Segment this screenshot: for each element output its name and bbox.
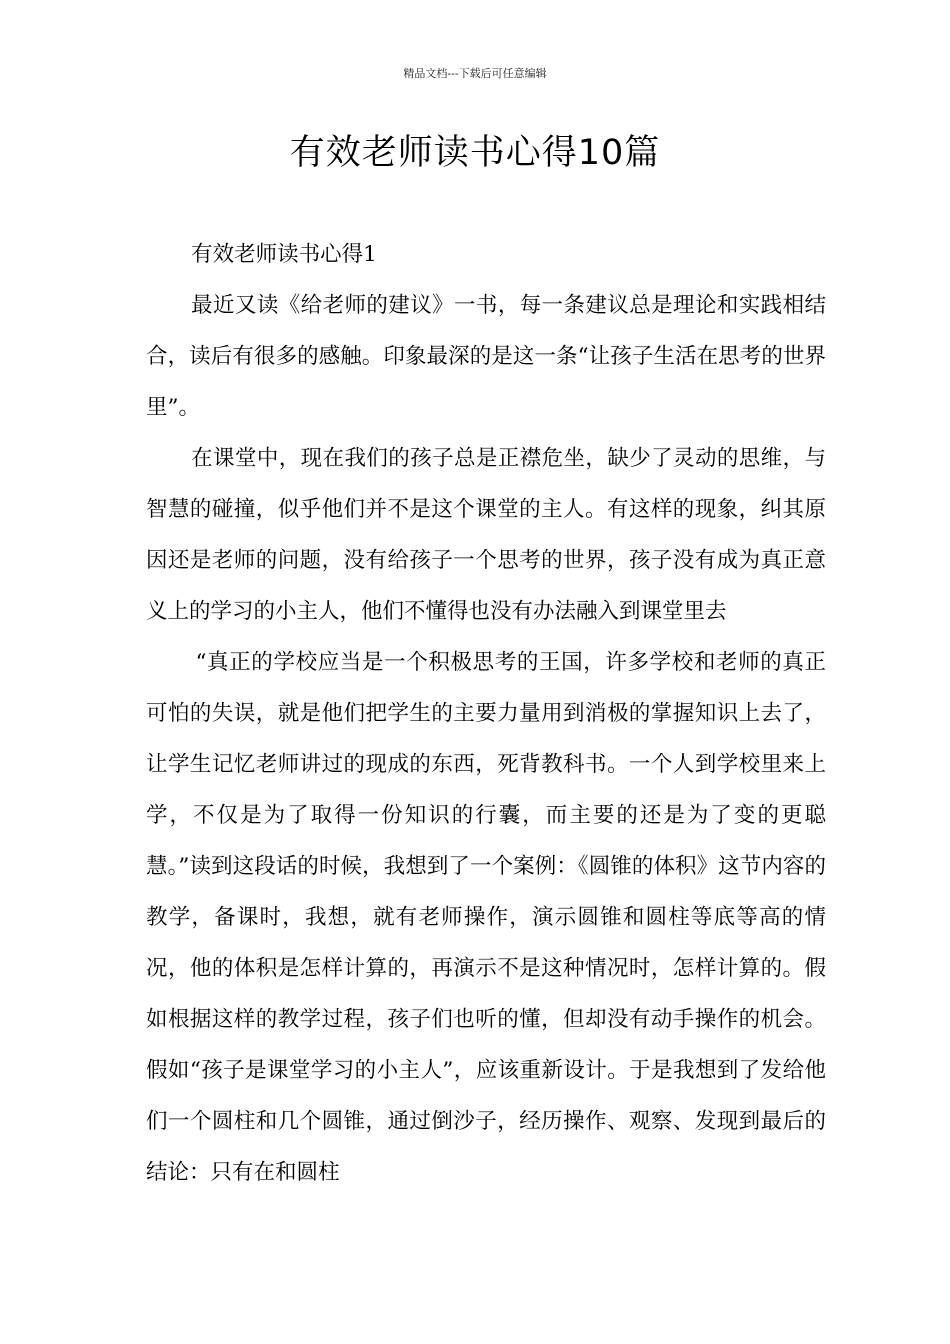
paragraph: 最近又读《给老师的建议》一书，每一条建议总是理论和实践相结合，读后有很多的感触。印象最深的是这一条“让孩子生活在思考的世界里”。 [146,293,826,420]
document-title: 有效老师读书心得10篇 [289,133,661,173]
paragraph: “真正的学校应当是一个积极思考的王国，许多学校和老师的真正可怕的失误，就是他们把学生的主要力量用到消极的掌握知识上去了，让学生记忆老师讲过的现成的东西，死背教科书。一个人到学校里来上学，不仅是为了取得一份知识的行囊，而主要的还是为了变的更聪慧。”读到这段话的时候，我想到了一个案例：《圆锥的体积》这节内容的教学，备课时，我想，就有老师操作，演示圆锥和圆柱等底等高的情况，他的体积是怎样计算的，再演示不是这种情况时，怎样计算的。假如根据这样的教学过程，孩子们也听的懂，但却没有动手操作的机会。假如“孩子是课堂学习的小主人”，应该重新设计。于是我想到了发给他们一个圆柱和几个圆锥，通过倒沙子，经历操作、观察、发现到最后的结论：只有在和圆柱 [146,650,826,1185]
document-body [146,229,826,1198]
section-heading: 有效老师读书心得1 [191,242,377,267]
paragraph: 在课堂中，现在我们的孩子总是正襟危坐，缺少了灵动的思维，与智慧的碰撞，似乎他们并不是这个课堂的主人。有这样的现象，纠其原因还是老师的问题，没有给孩子一个思考的世界，孩子没有成为真正意义上的学习的小主人，他们不懂得也没有办法融入到课堂里去 [146,446,826,624]
header-note: 精品文档---下载后可任意编辑 [403,67,547,80]
